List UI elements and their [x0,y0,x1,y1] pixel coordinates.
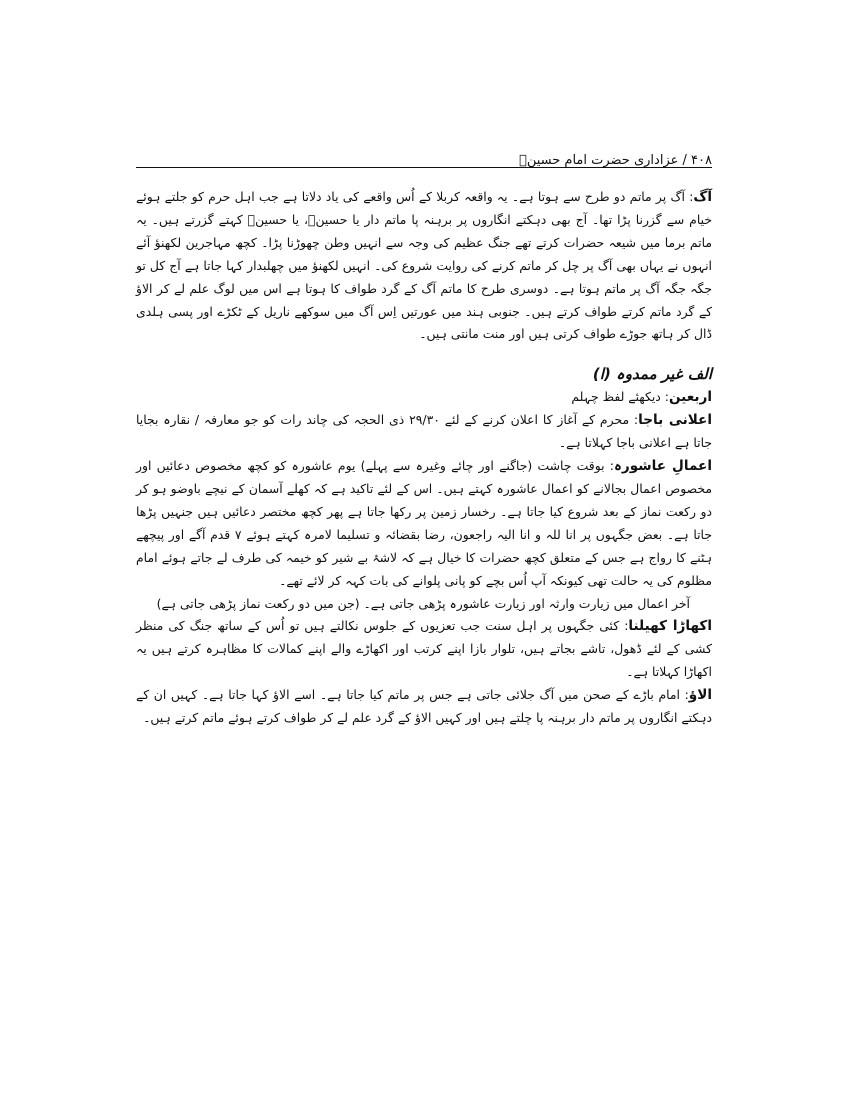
entry-akhara [136,615,712,684]
entry-arbaeen [136,386,712,409]
section-heading: الف غیر ممدوہ (ا) [592,365,712,384]
entry-text: : محرم کے آغاز کا اعلان کرنے کے لئے ۲۹/۳۰ ذی الحجہ کی چاند رات کو جو معارفہ / نقارہ بجایا جاتا ہے اعلانی باجا کہلاتا ہے۔ [136,412,712,451]
entry-text: : کئی جگہوں پر اہل سنت جب تعزیوں کے جلوس نکالتے ہیں تو اُس کے ساتھ جنگ کی منظر کشی کے لئے ڈھول، تاشے بجاتے ہیں، تلوار بازا اپنے کرتب اور اکھاڑے والے اپنے کمالات کا مظاہرہ کرتے ہیں یہ اکھاڑا کہلاتا ہے۔ [136,618,712,680]
entry-term: اعلانی باجا [638,412,712,429]
header-separator: / [682,153,687,168]
page-body [136,186,712,730]
entry-note: آخر اعمال میں زیارت وارثہ اور زیارت عاشورہ پڑھی جاتی ہے۔ (جن میں دو رکعت نماز پڑھی جاتی ہے) [156,595,690,611]
entry-text: : امام باڑے کے صحن میں آگ جلائی جاتی ہے جس پر ماتم کیا جاتا ہے۔ اسے الاؤ کہا جاتا ہے۔ کہیں ان کے دہکتے انگاروں پر ماتم دار برہنہ پا چلتے ہیں اور کہیں الاؤ کے گرد علم لے کر طواف کرتے ہوئے ماتم کرتے ہیں۔ [136,687,712,726]
entry-term: اکھاڑا کھیلنا [628,618,712,635]
entry-term: اربعین [668,389,712,406]
entry-text: : بوقت چاشت (جاگنے اور چائے وغیرہ سے پہلے) یوم عاشورہ کو کچھ مخصوص دعائیں اور مخصوص اعمال بجالانے کو اعمال عاشورہ کہتے ہیں۔ اس کے لئے تاکید ہے کہ کھلے آسمان کے نیچے باوضو ہو کر دو رکعت نماز کے بعد شروع کیا جاتا ہے۔ رخسار زمین پر رکھا جاتا ہے پھر کچھ مختصر دعائیں ہیں جنہیں پڑھا جاتا ہے۔ بعض جگہوں پر انا للہ و انا الیہ راجعون، رضا بقضائہ و تسلیما لامرہ کہتے ہوئے ۷ قدم آگے اور پیچھے ہٹنے کا رواج ہے جس کے متعلق کچھ حضرات کا خیال ہے کہ لاشۂ بے شیر کو خیمہ کی طرف لے جاتے ہوئے امام مظلوم کی یہ حالت تھی کیونکہ آپ اُس بچے کو پانی پلوانے کی بات کہہ کر لائے تھے۔ [136,458,712,588]
entry-ilani-baja [136,409,712,455]
page-number: ۴۰۸ [691,153,712,168]
running-header [136,150,712,172]
entry-amal-ashura [136,455,712,592]
entry-alao [136,684,712,730]
entry-term: آگ [693,189,712,205]
entry-term: الاؤ [688,687,712,704]
book-title: عزاداری حضرت امام حسینؑ [519,153,679,168]
entry-text: : دیکھئے لفظ چہلم [571,389,669,405]
entry-term: اعمالِ عاشورہ [613,458,712,475]
entry-aag [136,186,712,346]
entry-text: : آگ پر ماتم دو طرح سے ہوتا ہے۔ یہ واقعہ کربلا کے اُس واقعے کی یاد دلاتا ہے جب اہل حرم کو جلتے ہوئے خیام سے گزرنا پڑا تھا۔ آج بھی دہکتے انگاروں پر برہنہ پا ماتم دار یا حسینؑ، یا حسینؑ کہتے گزرتے ہیں۔ یہ ماتم برما میں شیعہ حضرات کرتے تھے جنگ عظیم کی وجہ سے انہیں وطن چھوڑنا پڑا۔ کچھ مہاجرین لکھنؤ آئے انہوں نے یہاں بھی آگ پر چل کر ماتم کرنے کی روایت شروع کی۔ انہیں لکھنؤ میں چھلبدار کہا جاتا ہے آج کل تو جگہ جگہ آگ پر ماتم ہوتا ہے۔ دوسری طرح کا ماتم آگ کے گرد طواف کا ہوتا ہے اس میں لوگ علم لے کر الاؤ کے گرد ماتم کرتے طواف کرتے ہیں۔ جنوبی ہند میں عورتیں اِس آگ میں سوکھے ناریل کے ٹکڑے اور پسی ہلدی ڈال کر ہاتھ جوڑے طواف کرتی ہیں اور منت مانتی ہیں۔ [136,189,712,342]
header-rule [136,167,712,168]
